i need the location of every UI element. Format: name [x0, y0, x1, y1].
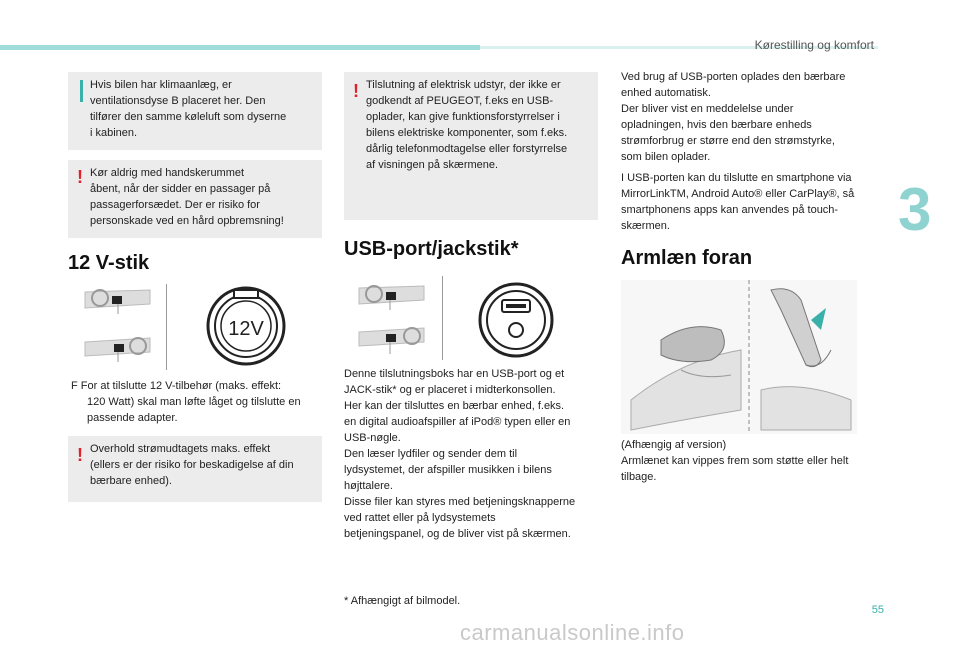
dashboard-usb-location-illustration — [354, 280, 434, 360]
heading-armrest: Armlæn foran — [621, 247, 753, 269]
warning-box-text: Kør aldrig med handskerummet åbent, når der sidder en passager på passagerforsædet. Der er risiko for personskade ved en hård opbremsning! — [90, 167, 284, 227]
info-box-text: Hvis bilen har klimaanlæg, er ventilationsdyse B placeret her. Den tilfører den samme køleluft som dyserne i kabinen. — [90, 79, 287, 139]
warning-icon: ! — [77, 445, 83, 465]
warning-box-text: Overhold strømudtagets maks. effekt (ellers er der risiko for beskadigelse af din bærbare enhed). — [90, 443, 294, 487]
warning-box-power — [68, 436, 322, 502]
page-number: 55 — [871, 604, 884, 616]
usb-description: Denne tilslutningsboks har en USB-port og et JACK-stik* og er placeret i midterkonsollen. Her kan der tilsluttes en bærbar enhed, f.eks. en digital audioafspiller af iPod® typen eller en USB-nøgle. Den læser lydfiler og sender dem til lydsystemet, der afspiller musikken i bilens højttalere. Disse filer kan styres med betjeningsknapperne ved rattet eller på lydsystemets betjeningspanel, og de bliver vist på skærmen. — [344, 368, 576, 540]
warning-box-glovebox — [68, 160, 322, 238]
armrest-caption: (Afhængig af version) Armlænet kan vippes frem som støtte eller helt tilbage. — [621, 439, 849, 483]
header-accent-bar — [0, 45, 480, 50]
figure-divider — [166, 284, 167, 370]
dashboard-12v-location-illustration — [80, 284, 160, 364]
warning-box-text: Tilslutning af elektrisk udstyr, der ikke er godkendt af PEUGEOT, f.eks en USB- oplader, kan give funktionsforstyrrelser i bilens elektriske komponenter, som f.eks. dårlig telefonmodtagelse eller forstyrrelse af visningen på skærmene. — [366, 79, 568, 171]
heading-usb: USB-port/jackstik* — [344, 238, 519, 260]
footnote: * Afhængigt af bilmodel. — [344, 595, 461, 607]
smartphone-text: I USB-porten kan du tilslutte en smartphone via MirrorLinkTM, Android Auto® eller CarPlay®, så smartphonens apps kan anvendes på touch- skærmen. — [621, 172, 855, 232]
socket-label: 12V — [228, 318, 264, 340]
warning-icon: ! — [353, 81, 359, 101]
12v-socket-icon — [204, 284, 288, 368]
figure-divider — [442, 276, 443, 360]
usb-charging-text: Ved brug af USB-porten oplades den bærbare enhed automatisk. Der bliver vist en meddelelse under opladningen, hvis den bærbare enheds strømforbrug er større end den strømstyrke, som bilen oplader. — [621, 71, 846, 163]
info-box — [68, 72, 322, 150]
info-icon — [80, 80, 83, 102]
warning-box-usb — [344, 72, 598, 220]
warning-icon: ! — [77, 167, 83, 187]
watermark: carmanualsonline.info — [460, 620, 685, 645]
heading-12v: 12 V-stik — [68, 252, 150, 274]
usb-port-icon — [476, 280, 556, 360]
12v-instruction: F For at tilslutte 12 V-tilbehør (maks. effekt: 120 Watt) skal man løfte låget og tilslutte en passende adapter. — [71, 380, 301, 424]
section-title: Kørestilling og komfort — [754, 38, 874, 52]
front-armrest-illustration — [621, 280, 857, 434]
chapter-number: 3 — [898, 176, 932, 243]
